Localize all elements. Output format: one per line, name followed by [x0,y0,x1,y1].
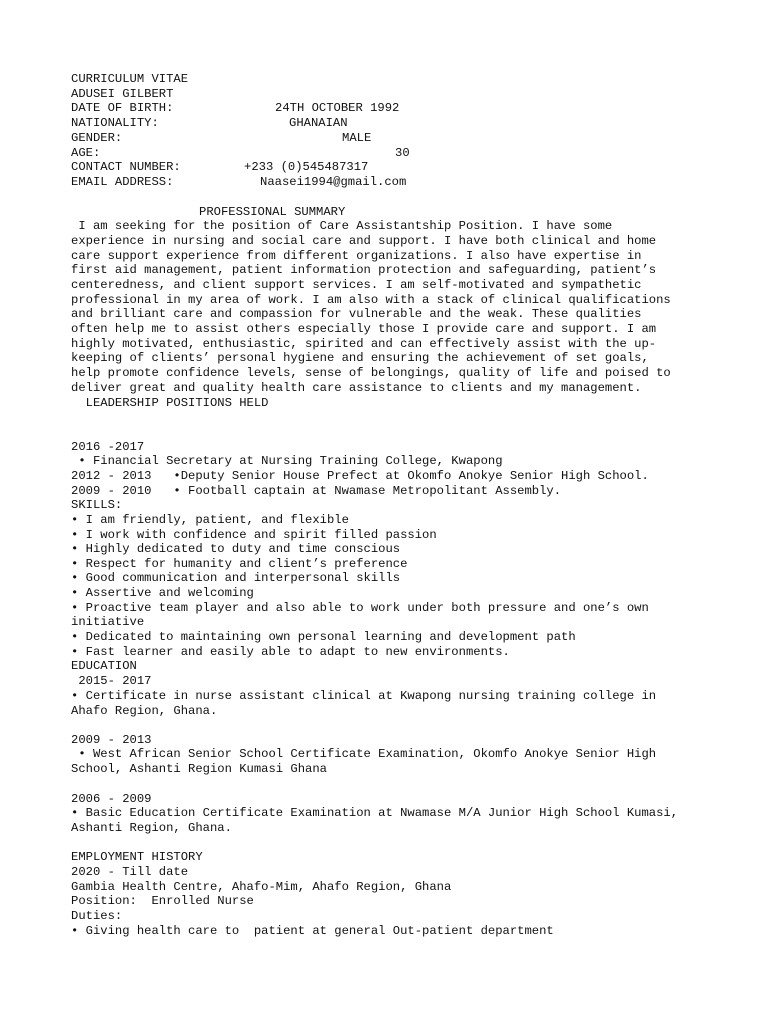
applicant-name: ADUSEI GILBERT [71,87,174,101]
skill-item: • Highly dedicated to duty and time conscious [71,542,401,556]
skill-item: • Good communication and interpersonal skills [71,571,401,585]
dob-label: DATE OF BIRTH: [71,101,174,115]
summary-line: I am seeking for the position of Care Assistantship Position. I have some [71,219,613,233]
summary-line: professional in my area of work. I am also with a stack of clinical qualifications [71,293,671,307]
skill-item: • Fast learner and easily able to adapt to new environments. [71,645,510,659]
summary-line: deliver great and quality health care assistance to clients and my management. [71,381,642,395]
education-line: • Certificate in nurse assistant clinical at Kwapong nursing training college in [71,689,657,703]
skill-item: initiative [71,615,145,629]
summary-line: and brilliant care and compassion for vulnerable and the weak. These qualities [71,307,642,321]
nationality-value: GHANAIAN [289,116,348,130]
employment-line: • Giving health care to patient at general Out-patient department [71,924,554,938]
skills-heading: SKILLS: [71,498,123,512]
employment-line: Position: Enrolled Nurse [71,894,254,908]
education-line: Ahafo Region, Ghana. [71,704,218,718]
skill-item: • Assertive and welcoming [71,586,254,600]
summary-line: centeredness, and client support services. I am self-motivated and sympathetic [71,278,642,292]
education-line: • Basic Education Certificate Examination at Nwamase M/A Junior High School Kumasi, [71,806,679,820]
cv-title: CURRICULUM VITAE [71,72,189,86]
summary-line: keeping of clients’ personal hygiene and ensuring the achievement of set goals, [71,351,649,365]
summary-heading: PROFESSIONAL SUMMARY [199,205,346,219]
summary-line: first aid management, patient information protection and safeguarding, patient’s [71,263,657,277]
skill-item: • I am friendly, patient, and flexible [71,513,349,527]
leadership-line: 2012 - 2013 •Deputy Senior House Prefect at Okomfo Anokye Senior High School. [71,469,649,483]
gender-value: MALE [342,131,372,145]
education-line: 2015- 2017 [71,674,152,688]
skill-item: • I work with confidence and spirit filled passion [71,528,437,542]
summary-line: highly motivated, enthusiastic, spirited and can effectively assist with the up- [71,337,657,351]
employment-line: Gambia Health Centre, Ahafo-Mim, Ahafo Region, Ghana [71,880,452,894]
leadership-heading: LEADERSHIP POSITIONS HELD [71,396,269,410]
summary-line: help promote confidence levels, sense of belongings, quality of life and poised to [71,366,671,380]
nationality-label: NATIONALITY: [71,116,159,130]
education-line: School, Ashanti Region Kumasi Ghana [71,762,327,776]
employment-line: Duties: [71,909,123,923]
skill-item: • Proactive team player and also able to work under both pressure and one’s own [71,601,649,615]
dob-value: 24TH OCTOBER 1992 [275,101,400,115]
contact-value: +233 (0)545487317 [244,160,369,174]
skill-item: • Dedicated to maintaining own personal learning and development path [71,630,576,644]
education-line: 2006 - 2009 [71,792,152,806]
email-value: Naasei1994@gmail.com [260,175,407,189]
education-line: • West African Senior School Certificate Examination, Okomfo Anokye Senior High [71,747,657,761]
summary-line: often help me to assist others especially those I provide care and support. I am [71,322,657,336]
employment-heading: EMPLOYMENT HISTORY [71,850,203,864]
summary-line: experience in nursing and social care and support. I have both clinical and home [71,234,657,248]
education-heading: EDUCATION [71,659,137,673]
age-label: AGE: [71,146,101,160]
education-line: Ashanti Region, Ghana. [71,821,232,835]
leadership-line: 2016 -2017 [71,440,145,454]
education-line: 2009 - 2013 [71,733,152,747]
leadership-line: 2009 - 2010 • Football captain at Nwamase Metropolitant Assembly. [71,484,562,498]
gender-label: GENDER: [71,131,123,145]
summary-line: care support experience from different organizations. I also have expertise in [71,249,642,263]
leadership-line: • Financial Secretary at Nursing Training College, Kwapong [71,454,503,468]
age-value: 30 [395,146,410,160]
skill-item: • Respect for humanity and client’s preference [71,557,408,571]
contact-label: CONTACT NUMBER: [71,160,181,174]
email-label: EMAIL ADDRESS: [71,175,174,189]
employment-line: 2020 - Till date [71,865,189,879]
